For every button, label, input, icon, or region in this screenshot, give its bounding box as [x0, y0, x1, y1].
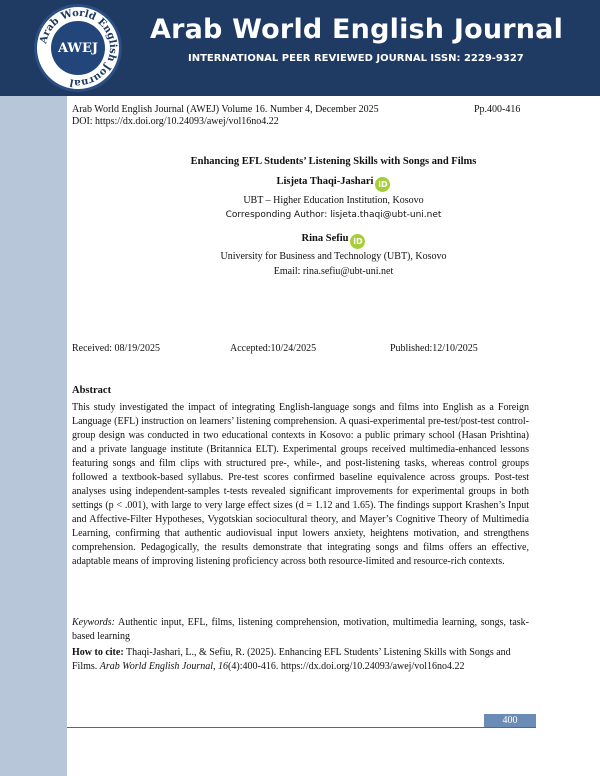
left-margin-band [0, 0, 67, 776]
orcid-icon[interactable]: iD [375, 177, 390, 192]
how-to-cite: How to cite: Thaqi-Jashari, L., & Sefiu, R. (2025). Enhancing EFL Students’ Listening Skills with Songs and Films. Arab World English Journal, 16(4):400-416. https://dx.doi.org/10.24093/awej/vol16no4.22 [72, 647, 511, 672]
published-date: Published:12/10/2025 [390, 343, 478, 354]
journal-banner [0, 0, 600, 96]
keywords [72, 616, 529, 644]
journal-subtitle: INTERNATIONAL PEER REVIEWED JOURNAL ISSN: 2229-9327 [188, 53, 524, 64]
article-title: Enhancing EFL Students’ Listening Skills with Songs and Films [190, 156, 477, 167]
orcid-icon[interactable]: iD [350, 234, 365, 249]
footer-rule [67, 727, 536, 728]
page-range: Pp.400-416 [474, 104, 521, 115]
doi-link[interactable]: DOI: https://dx.doi.org/10.24093/awej/vol16no4.22 [72, 116, 279, 127]
author2-name: Rina Sefiu [301, 233, 349, 244]
keywords-label: Keywords: [72, 617, 115, 628]
logo-ring-text: Arab World English Journal [38, 7, 119, 89]
author2-contact[interactable]: Email: rina.sefiu@ubt-uni.net [273, 266, 394, 277]
logo-text: AWEJ [51, 21, 105, 75]
citation-line: Arab World English Journal (AWEJ) Volume 16. Number 4, December 2025 [72, 104, 379, 115]
citation-meta [72, 104, 379, 128]
cite-label: How to cite: [72, 647, 124, 658]
received-date: Received: 08/19/2025 [72, 343, 161, 354]
author1-contact[interactable]: Corresponding Author: lisjeta.thaqi@ubt-uni.net [225, 210, 442, 220]
author2-block [67, 233, 600, 249]
abstract-text: This study investigated the impact of integrating English-language songs and films into English as a Foreign Language (EFL) instruction on learners’ listening comprehension. A quasi-experimental pre-test/post-test control-group design was conducted in two educational contexts in Kosovo: a public primary school (Hasan Prishtina) and a private language institute (Britannica ELT). Experimental groups received multimedia-enhanced lessons featuring songs and film clips with structured pre-, while-, and post-listening tasks, whereas control groups followed a textbook-based syllabus. Pre-test scores confirmed baseline equivalence across groups. Post-test analyses using independent-samples t-tests revealed significant improvements for experimental groups in both settings (p < .001), with large to very large effect sizes (d = 1.12 and 1.65). The findings support Krashen’s Input and Affective-Filter Hypotheses, Vygotskian sociocultural theory, and Mayer’s Cognitive Theory of Multimedia Learning, confirming that authentic audiovisual input lowers anxiety, heightens motivation, and strengthens comprehension. Pedagogically, the results demonstrate that integrating songs and films offers an effective, adaptable means of improving listening proficiency across both resource-limited and resource-rich contexts. [72, 402, 529, 567]
cite-rest[interactable]: (4):400-416. https://dx.doi.org/10.24093/awej/vol16no4.22 [228, 661, 465, 672]
abstract-heading: Abstract [72, 385, 112, 396]
accepted-date: Accepted:10/24/2025 [230, 343, 317, 354]
journal-title: Arab World English Journal [150, 14, 564, 45]
page-number: 400 [484, 714, 536, 728]
cite-journal: Arab World English Journal [99, 661, 214, 672]
journal-logo [34, 4, 122, 92]
author1-block [67, 176, 600, 192]
keywords-text: Authentic input, EFL, films, listening comprehension, motivation, multimedia learning, songs, task-based learning [72, 617, 529, 642]
cite-text: Thaqi-Jashari, L., & Sefiu, R. (2025). Enhancing EFL Students’ Listening Skills with Songs and Films. [72, 647, 511, 672]
author2-affiliation: University for Business and Technology (UBT), Kosovo [220, 251, 447, 262]
author1-name: Lisjeta Thaqi-Jashari [276, 176, 374, 187]
author1-affiliation: UBT – Higher Education Institution, Kosovo [243, 195, 424, 206]
cite-volume: 16 [218, 661, 229, 672]
